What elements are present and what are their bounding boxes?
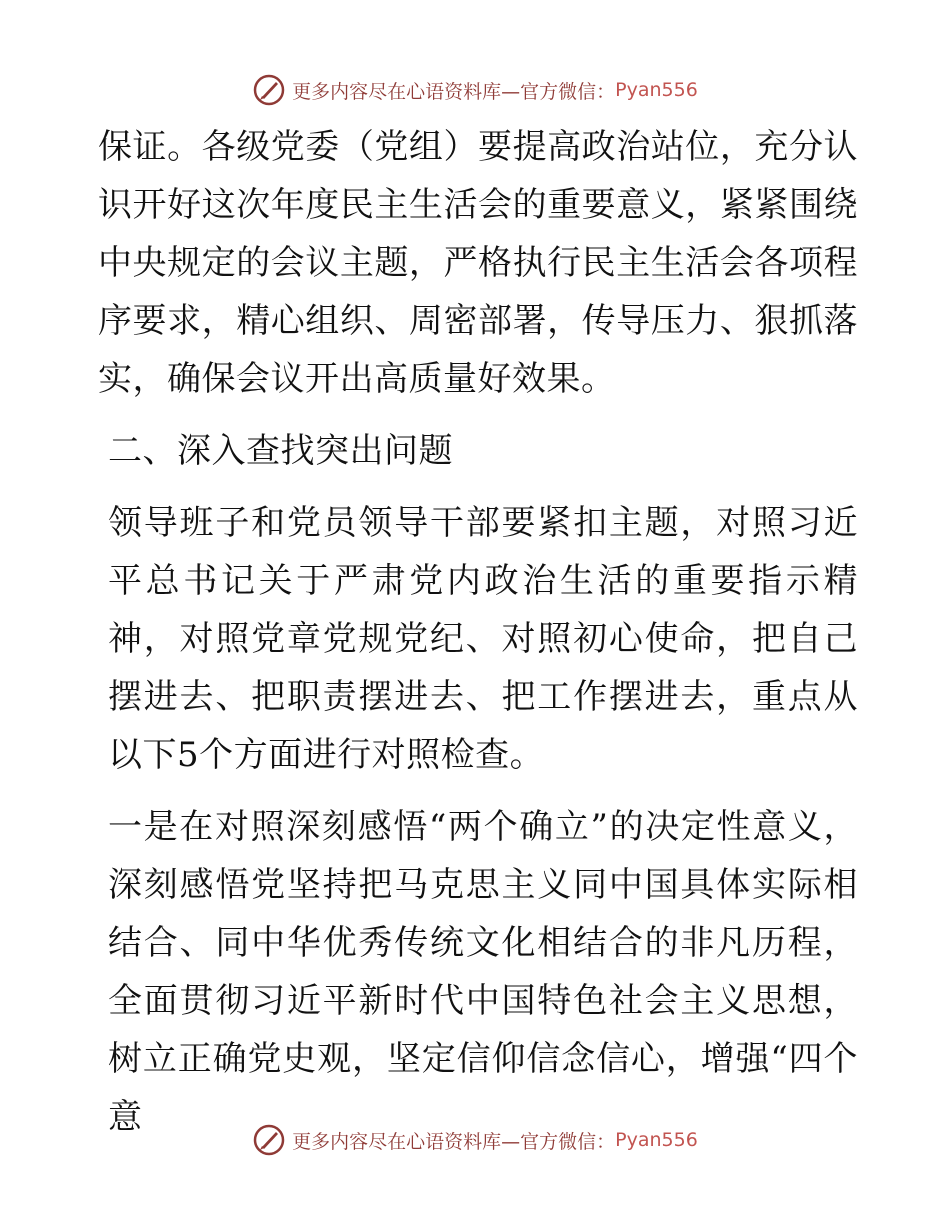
quill-seal-icon — [252, 1123, 286, 1157]
quill-seal-icon — [252, 73, 286, 107]
footer-watermark — [0, 1120, 950, 1160]
paragraph: 一是在对照深刻感悟“两个确立”的决定性意义，深刻感悟党坚持把马克思主义同中国具体实际相结合、同中华优秀传统文化相结合的非凡历程，全面贯彻习近平新时代中国特色社会主义思想，树立正确党史观，坚定信仰信念信心，增强“四个意 — [108, 807, 858, 1137]
watermark-wechat-id: Pyan556 — [615, 79, 698, 101]
document-body — [98, 118, 858, 1146]
header-watermark — [0, 70, 950, 110]
watermark-label: 更多内容尽在心语资料库—官方微信： — [292, 80, 616, 103]
section-heading: 二、深入查找突出问题 — [108, 431, 453, 471]
paragraph: 保证。各级党委（党组）要提高政治站位，充分认识开好这次年度民主生活会的重要意义，紧紧围绕中央规定的会议主题，严格执行民主生活会各项程序要求，精心组织、周密部署，传导压力、狠抓落实，确保会议开出高质量好效果。 — [98, 127, 858, 399]
watermark-label: 更多内容尽在心语资料库—官方微信： — [292, 1130, 616, 1153]
watermark-wechat-id: Pyan556 — [615, 1129, 698, 1151]
paragraph: 领导班子和党员领导干部要紧扣主题，对照习近平总书记关于严肃党内政治生活的重要指示精神，对照党章党规党纪、对照初心使命，把自己摆进去、把职责摆进去、把工作摆进去，重点从以下5个方面进行对照检查。 — [108, 503, 858, 775]
